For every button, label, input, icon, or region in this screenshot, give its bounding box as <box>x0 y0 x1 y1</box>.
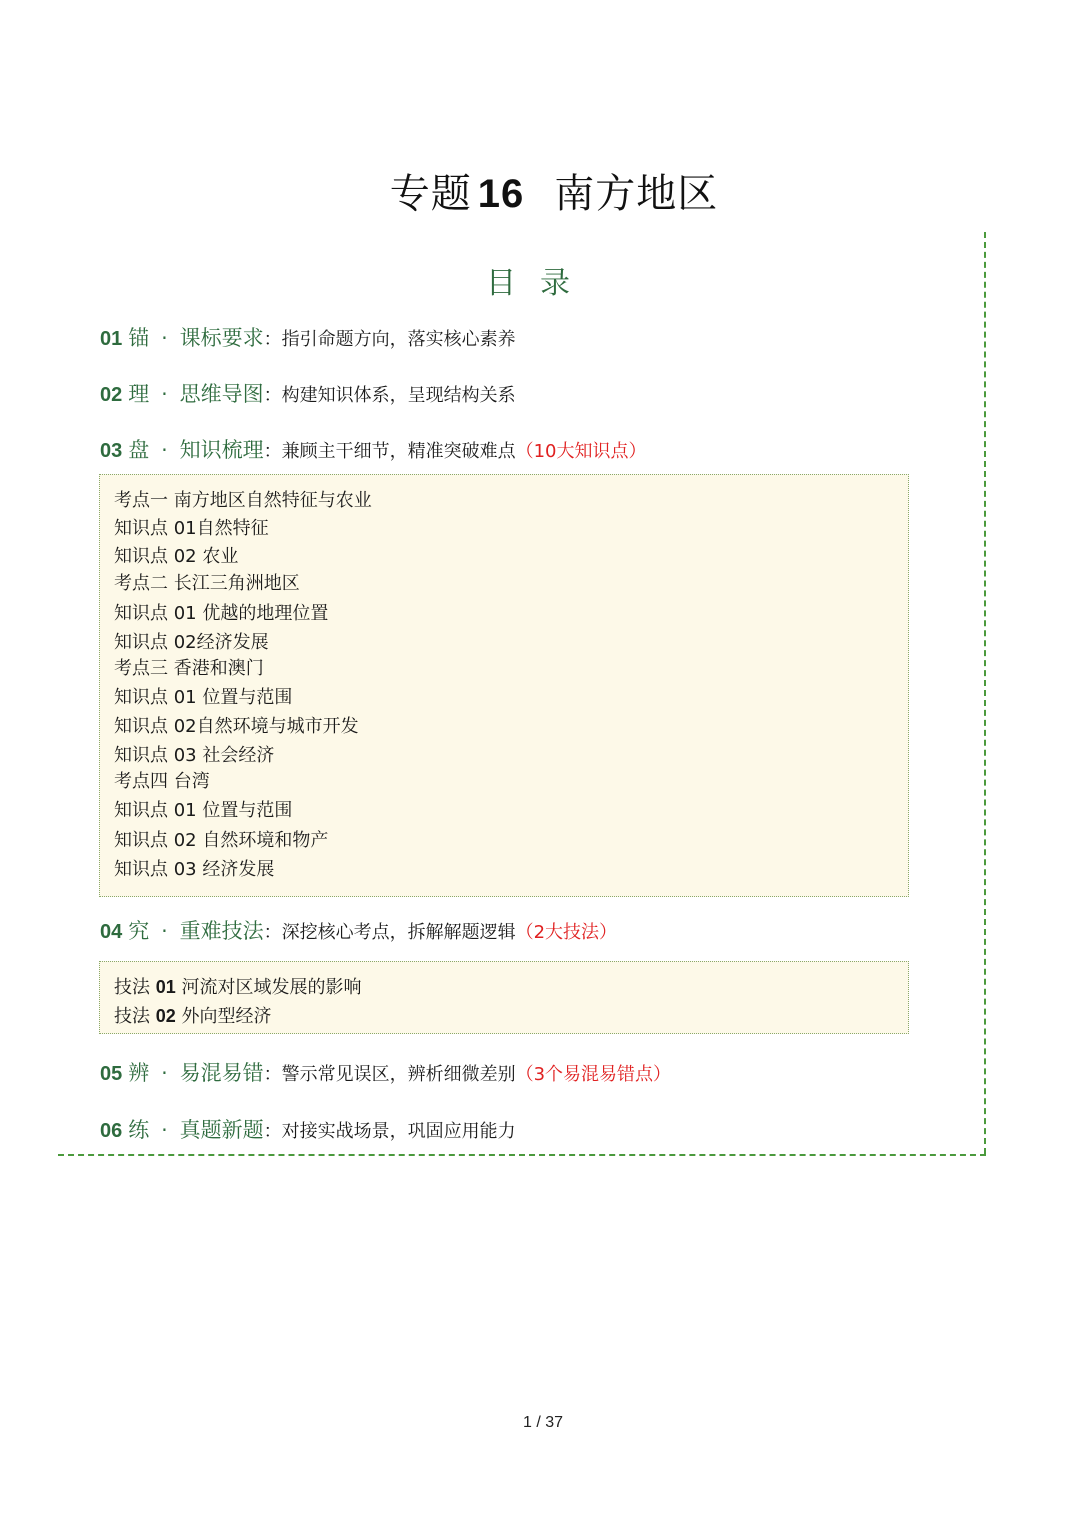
section-dot: · <box>161 1061 168 1085</box>
knowledge-point[interactable]: 知识点 01自然特征 <box>114 518 269 539</box>
exam-point-3[interactable]: 考点三 香港和澳门 <box>114 658 264 679</box>
method-number: 01 <box>155 977 176 997</box>
method-item[interactable] <box>114 974 362 1000</box>
knowledge-point[interactable]: 知识点 02自然环境与城市开发 <box>114 716 359 737</box>
section-extra: （3个易混易错点） <box>515 1064 672 1085</box>
section-name: 思维导图 <box>179 382 264 406</box>
section-name: 易混易错 <box>179 1061 264 1085</box>
section-desc: 兼顾主干细节，精准突破难点 <box>281 441 516 462</box>
section-extra: （2大技法） <box>515 922 618 943</box>
knowledge-point[interactable]: 知识点 02 自然环境和物产 <box>114 830 329 851</box>
section-dot: · <box>161 382 168 406</box>
section-colon: ： <box>263 329 282 350</box>
exam-point-1[interactable]: 考点一 南方地区自然特征与农业 <box>114 490 372 511</box>
section-number: 04 <box>100 921 123 943</box>
toc-section-05[interactable] <box>100 1055 671 1091</box>
toc-section-04[interactable] <box>100 913 617 949</box>
section-name: 课标要求 <box>179 326 264 350</box>
toc-title: 目录 <box>486 266 594 301</box>
section-name: 知识梳理 <box>179 438 264 462</box>
knowledge-point[interactable]: 知识点 01 优越的地理位置 <box>114 603 329 624</box>
section-colon: ： <box>263 922 282 943</box>
section-char: 锚 <box>128 326 150 350</box>
section-number: 01 <box>100 328 123 350</box>
section-desc: 警示常见误区，辨析细微差别 <box>281 1064 516 1085</box>
method-text: 外向型经济 <box>181 1006 272 1027</box>
section-desc: 构建知识体系，呈现结构关系 <box>281 385 516 406</box>
section-dot: · <box>161 1118 168 1142</box>
exam-point-2[interactable]: 考点二 长江三角洲地区 <box>114 573 300 594</box>
knowledge-point[interactable]: 知识点 01 位置与范围 <box>114 687 293 708</box>
toc-section-01[interactable] <box>100 320 516 356</box>
section-extra: （10大知识点） <box>515 441 647 462</box>
section-colon: ： <box>263 1121 282 1142</box>
page-number: 1 / 37 <box>522 1414 564 1431</box>
method-number: 02 <box>155 1006 176 1026</box>
section-colon: ： <box>263 441 282 462</box>
section-number: 02 <box>100 384 123 406</box>
section-char: 盘 <box>128 438 150 462</box>
section-char: 辨 <box>128 1061 150 1085</box>
section-char: 理 <box>128 382 150 406</box>
method-label: 技法 <box>114 1006 150 1027</box>
title-prefix: 专题 <box>389 171 472 217</box>
section-dot: · <box>161 919 168 943</box>
frame-border-bottom <box>58 1154 986 1156</box>
toc-section-06[interactable] <box>100 1112 516 1148</box>
knowledge-points-box <box>99 474 909 897</box>
section-dot: · <box>161 326 168 350</box>
section-colon: ： <box>263 1064 282 1085</box>
knowledge-point[interactable]: 知识点 03 经济发展 <box>114 859 275 880</box>
section-char: 究 <box>128 919 150 943</box>
section-number: 05 <box>100 1063 123 1085</box>
frame-border-right <box>984 232 986 1154</box>
title-number: 16 <box>477 172 525 216</box>
toc-section-02[interactable] <box>100 376 516 412</box>
methods-box <box>99 961 909 1034</box>
section-dot: · <box>161 438 168 462</box>
section-char: 练 <box>128 1118 150 1142</box>
exam-point-4[interactable]: 考点四 台湾 <box>114 771 210 792</box>
section-desc: 对接实战场景，巩固应用能力 <box>281 1121 516 1142</box>
method-text: 河流对区域发展的影响 <box>181 977 362 998</box>
method-label: 技法 <box>114 977 150 998</box>
knowledge-point[interactable]: 知识点 03 社会经济 <box>114 745 275 766</box>
section-number: 03 <box>100 440 123 462</box>
section-number: 06 <box>100 1120 123 1142</box>
section-desc: 深挖核心考点，拆解解题逻辑 <box>281 922 516 943</box>
method-item[interactable] <box>114 1003 272 1029</box>
section-name: 重难技法 <box>179 919 264 943</box>
title-name: 南方地区 <box>554 171 719 217</box>
toc-section-03[interactable] <box>100 432 647 468</box>
knowledge-point[interactable]: 知识点 01 位置与范围 <box>114 800 293 821</box>
section-colon: ： <box>263 385 282 406</box>
knowledge-point[interactable]: 知识点 02经济发展 <box>114 632 269 653</box>
page-title <box>0 168 1080 220</box>
section-name: 真题新题 <box>179 1118 264 1142</box>
knowledge-point[interactable]: 知识点 02 农业 <box>114 546 239 567</box>
section-desc: 指引命题方向，落实核心素养 <box>281 329 516 350</box>
